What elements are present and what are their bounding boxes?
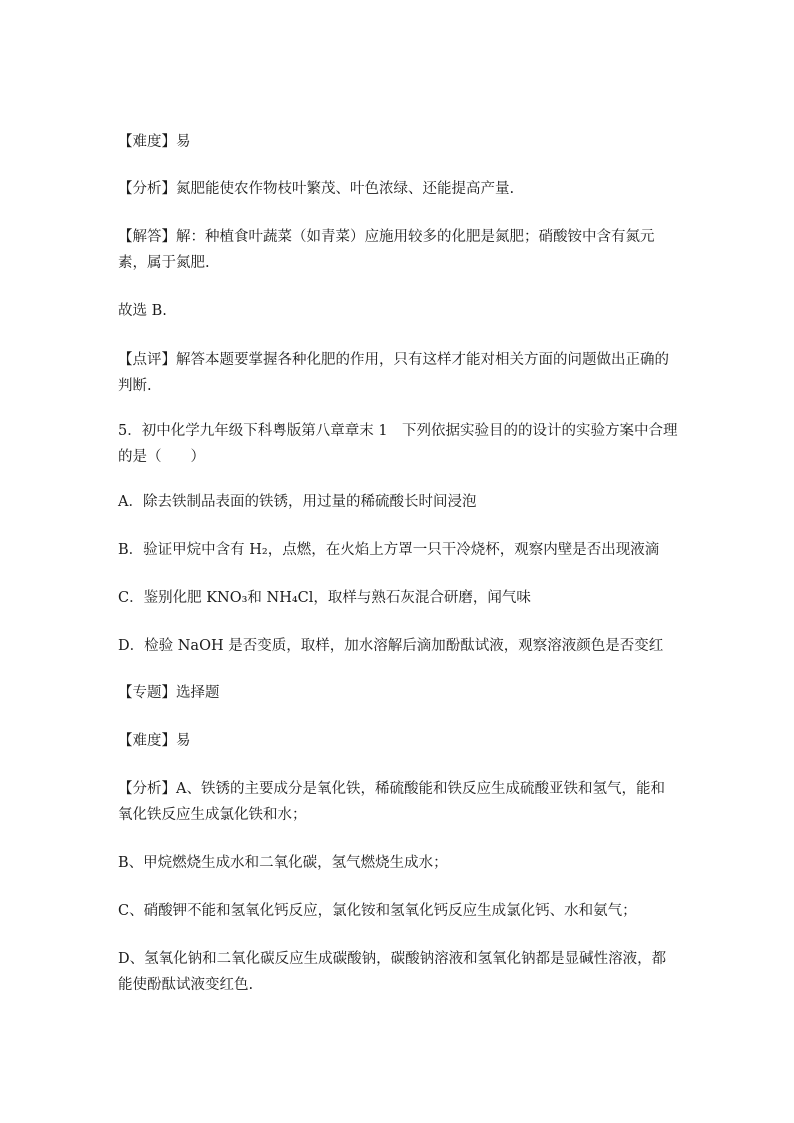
question-5-stem: 5．初中化学九年级下科粤版第八章章末 1 下列依据实验目的的设计的实验方案中合理的是（ ）: [118, 423, 678, 465]
option-a: A．除去铁制品表面的铁锈，用过量的稀硫酸长时间浸泡: [118, 494, 477, 510]
analysis-paragraph-2b: B、甲烷燃烧生成水和二氧化碳，氢气燃烧生成水；: [118, 855, 448, 871]
comment-paragraph-1: 【点评】解答本题要掌握各种化肥的作用，只有这样才能对相关方面的问题做出正确的判断.: [118, 352, 669, 394]
difficulty-label-2: 【难度】易: [118, 733, 191, 749]
answer-paragraph-1: 【解答】解：种植食叶蔬菜（如青菜）应施用较多的化肥是氮肥；硝酸铵中含有氮元素，属于氮肥.: [118, 229, 655, 271]
analysis-paragraph-2d: D、氢氧化钠和二氧化碳反应生成碳酸钠，碳酸钠溶液和氢氧化钠都是显碱性溶液，都能使酚酞试液变红色.: [118, 951, 667, 993]
topic-label-2: 【专题】选择题: [118, 685, 220, 701]
choice-line-1: 故选 B.: [118, 303, 167, 319]
option-b: B．验证甲烷中含有 H₂，点燃，在火焰上方罩一只干冷烧杯，观察内壁是否出现液滴: [118, 542, 660, 558]
option-d: D．检验 NaOH 是否变质，取样，加水溶解后滴加酚酞试液，观察溶液颜色是否变红: [118, 638, 664, 654]
analysis-paragraph-2a: 【分析】A、铁锈的主要成分是氧化铁，稀硫酸能和铁反应生成硫酸亚铁和氢气，能和氧化铁反应生成氯化铁和水；: [118, 781, 665, 823]
difficulty-label-1: 【难度】易: [118, 134, 191, 150]
analysis-paragraph-1: 【分析】氮肥能使农作物枝叶繁茂、叶色浓绿、还能提高产量.: [118, 181, 515, 197]
option-c: C．鉴别化肥 KNO₃和 NH₄Cl，取样与熟石灰混合研磨，闻气味: [118, 590, 531, 606]
analysis-paragraph-2c: C、硝酸钾不能和氢氧化钙反应，氯化铵和氢氧化钙反应生成氯化钙、水和氨气；: [118, 903, 637, 919]
